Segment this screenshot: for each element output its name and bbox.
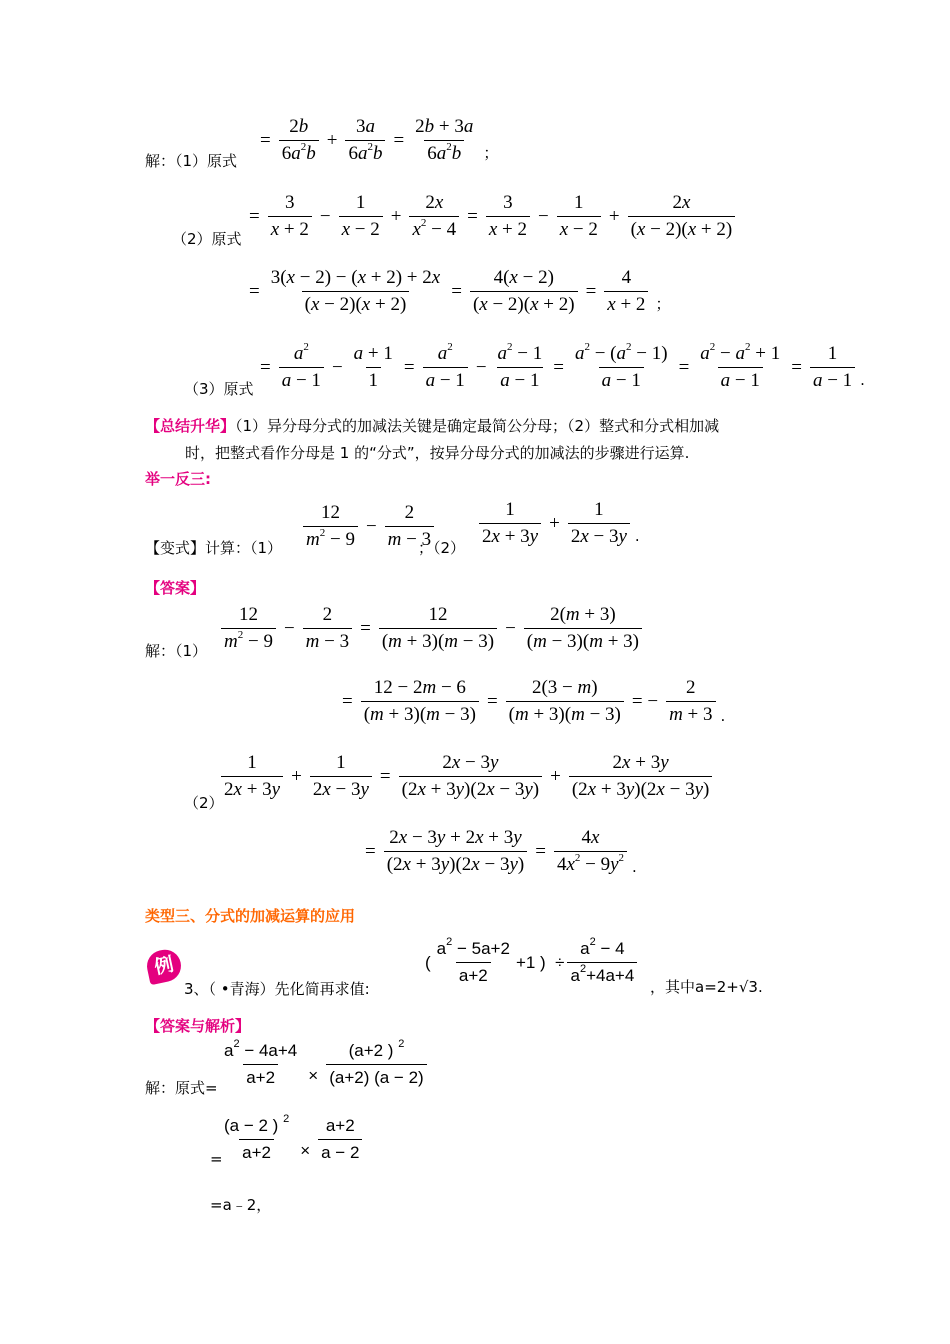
part1-label: 解：（1）原式 (145, 152, 238, 170)
answer-dot2: . (632, 857, 637, 876)
part2-line1: = $\frac{3}{x + 2}$ − $\frac{1}{x - 2}$ + $\frac{2x}{x^2 - 4}$ = $\frac{3}{x + 2}$ − $\frac{1}{x - 2}$ + $\frac{2x}{(x - 2)(x + 2)}$ (244, 192, 738, 241)
example-badge: 例 (144, 947, 184, 985)
summary (145, 413, 825, 467)
practice-label: 【变式】计算：（1） (145, 539, 283, 557)
solution-title: 【答案与解析】 (145, 1017, 251, 1035)
answer-line4: = $\frac{2x - 3y + 2x + 3y}{(2x + 3y)(2x - 3y)}$ = $\frac{4x}{4x^2 - 9y^2}$ . (365, 827, 637, 876)
part2-line2: = $\frac{3(x - 2) - (x + 2) + 2x}{(x - 2)(x + 2)}$ = $\frac{4(x - 2)}{(x - 2)(x + 2)}$ = $\frac{4}{x + 2}$ ； (249, 267, 671, 315)
answer-line3: $\frac{1}{2x + 3y}$ + $\frac{1}{2x - 3y}$ = $\frac{2x - 3y}{(2x + 3y)(2x - 3y)}$ + $\frac{2x + 3y}{(2x + 3y)(2x - 3y)}$ (218, 752, 715, 801)
example-math: ( $\frac{a^2 - 5a+2}{a+2}$ +1 ) ÷ $\frac{a^2 - 4}{a^2+4a+4}$ (425, 938, 640, 987)
solution-line2-prefix: = (210, 1150, 223, 1168)
summary-text2: 时，把整式看作分母是 1 的“分式”，按异分母分式的加减法的步骤进行运算. (185, 444, 690, 462)
solution-label: 解：原式= (145, 1079, 218, 1097)
part2-end: ； (655, 295, 671, 313)
practice-math2: $\frac{1}{2x + 3y}$ + $\frac{1}{2x - 3y}$ . (476, 499, 640, 548)
part3-math: = $\frac{a^2}{a - 1}$ − $\frac{a + 1}{1}$ = $\frac{a^2}{a - 1}$ − $\frac{a^2 - 1}{a - 1}$ = $\frac{a^2 - (a^2 - 1)}{a - 1}$ = $\frac{a^2 - a^2 + 1}{a - 1}$ = $\frac{1}{a - 1}$ . (260, 341, 865, 391)
practice-math1: $\frac{12}{m^2 - 9}$ − $\frac{2}{m - 3}$ (300, 502, 437, 551)
practice-sep: ；（2） (418, 539, 466, 557)
part1-math: = $\frac{2b}{6a^2b}$ + $\frac{3a}{6a^2b}$ = $\frac{2b + 3a}{6a^2b}$ ； (260, 116, 499, 164)
example-label: 3、（ •青海）先化简再求值: (184, 980, 370, 998)
answer-label1: 解：（1） (145, 642, 208, 660)
example-where: ，其中a=2+√3. (650, 978, 763, 996)
practice-title: 举一反三: (145, 470, 211, 488)
solution-line1: $\frac{a^2 - 4a+4}{a+2}$ × $\frac{(a+2 ) ^2}{(a+2) (a - 2)}$ (218, 1040, 430, 1089)
part3-end: . (860, 370, 865, 389)
answer-line2: = $\frac{12 - 2m - 6}{(m + 3)(m - 3)}$ = $\frac{2(3 - m)}{(m + 3)(m - 3)}$ = − $\frac{2}{m + 3}$ . (342, 677, 726, 725)
solution-line3: =a﹣2， (210, 1196, 272, 1214)
answer-dot1: . (720, 706, 726, 725)
part3-label: （3）原式 (184, 380, 254, 398)
practice-end: . (634, 526, 640, 545)
section3-title: 类型三、分式的加减运算的应用 (145, 907, 356, 925)
summary-title: 【总结升华】 (145, 417, 236, 435)
answer-label2: （2） (184, 794, 224, 812)
solution-line2: $\frac{(a - 2 ) ^2}{a+2}$ × $\frac{a+2}{a - 2}$ (218, 1115, 365, 1164)
part1-end: ； (483, 144, 499, 162)
answer-title: 【答案】 (145, 579, 206, 597)
summary-text1: （1）异分母分式的加减法关键是确定最简公分母；（2）整式和分式相加减 (235, 417, 720, 435)
answer-line1: $\frac{12}{m^2 - 9}$ − $\frac{2}{m - 3}$ = $\frac{12}{(m + 3)(m - 3)}$ − $\frac{2(m + 3)}{(m - 3)(m + 3)}$ (218, 604, 645, 653)
part2-label: （2）原式 (172, 230, 242, 248)
